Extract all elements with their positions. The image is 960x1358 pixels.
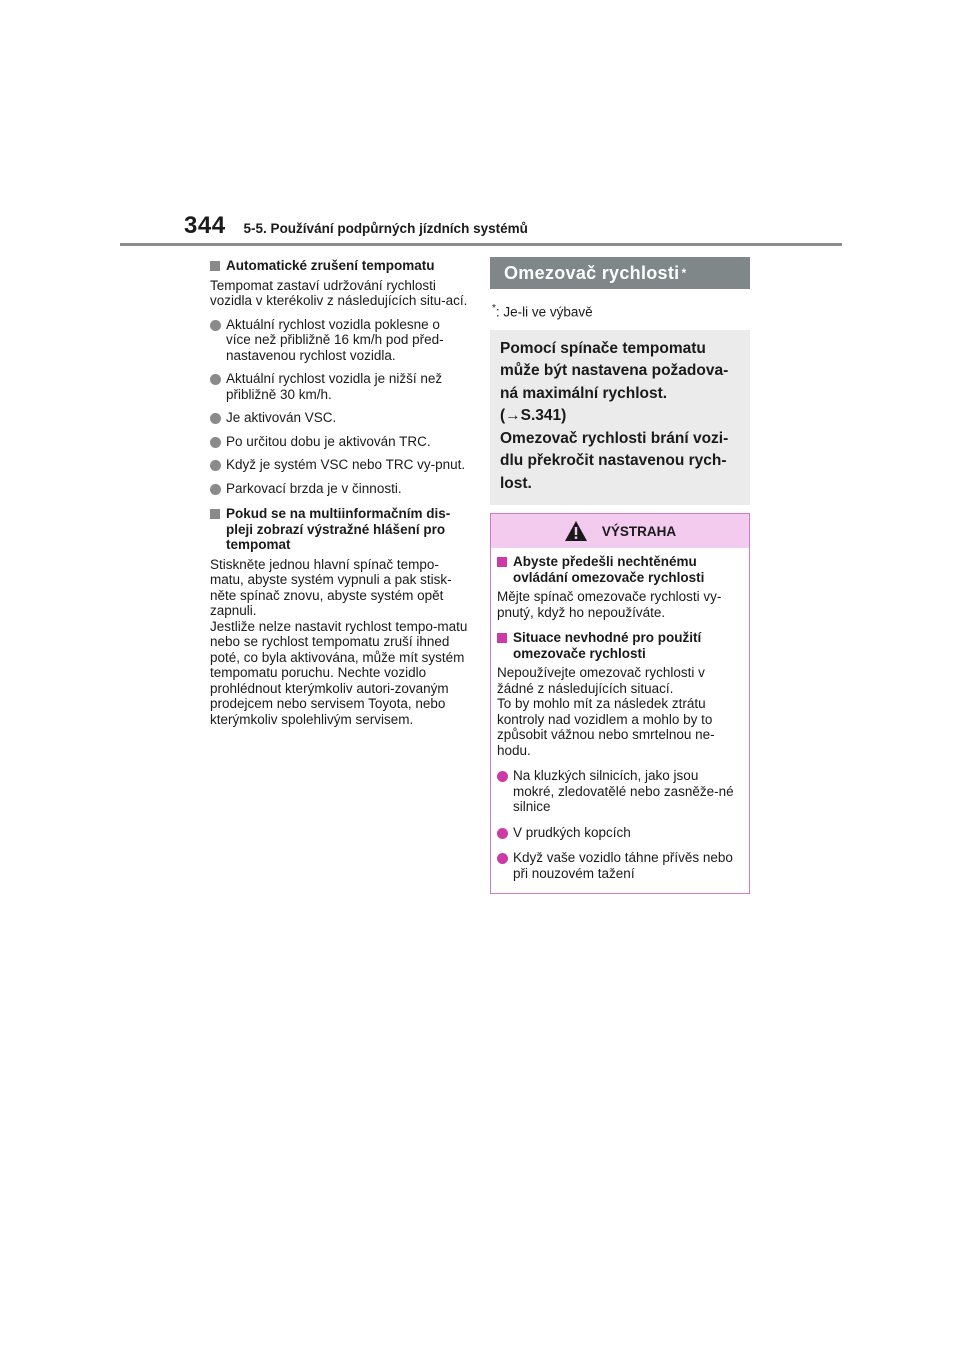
summary-line: lost. [500, 474, 532, 492]
warning-heading-2 [497, 630, 741, 661]
warning-msg-text1: Stiskněte jednou hlavní spínač tempo-matu, abyste systém vypnuli a pak stisk-něte spínač znovu, abyste systém opět zapnuli. [210, 556, 452, 618]
page-header [184, 212, 528, 240]
list-item [210, 371, 468, 402]
list-item-text: Na kluzkých silnicích, jako jsou mokré, zledovatělé nebo zasněže-né silnice [513, 768, 734, 814]
summary-line: může být nastavena požadova- [500, 362, 729, 379]
footnote [492, 303, 750, 320]
square-bullet-icon [497, 557, 507, 567]
list-item-text: V prudkých kopcích [513, 824, 631, 840]
circle-bullet-icon [497, 771, 508, 782]
summary-line: dlu překročit nastavenou rych- [500, 452, 727, 469]
warning-header [491, 514, 749, 548]
warning-msg-text2: Jestliže nelze nastavit rychlost tempo-matu nebo se rychlost tempomatu zruší ihned poté, co byla aktivována, může mít systém tempomatu poruchu. Nechte vozidlo prohlédnout kterýmkoliv autori-zovaným prodejcem nebo servisem Toyota, nebo kterýmkoliv spolehlivým servisem. [210, 618, 468, 727]
circle-bullet-icon [210, 460, 221, 471]
summary-line: Omezovač rychlosti brání vozi- [500, 429, 729, 447]
list-item-text: Když vaše vozidlo táhne přívěs nebo při nouzovém tažení [513, 850, 733, 881]
warning-box [490, 513, 750, 894]
list-item [497, 850, 741, 881]
warning-heading-1 [497, 554, 741, 585]
summary-line: Pomocí spínače tempomatu [500, 339, 706, 357]
title-asterisk: * [681, 266, 687, 280]
warning-label: VÝSTRAHA [601, 523, 677, 539]
circle-bullet-icon [210, 374, 221, 385]
circle-bullet-icon [210, 437, 221, 448]
auto-cancel-heading [210, 258, 468, 274]
circle-bullet-icon [210, 413, 221, 424]
warning-triangle-icon [564, 520, 588, 542]
square-bullet-icon [210, 261, 220, 271]
list-item [497, 825, 741, 841]
summary-line: (→S.341) [500, 407, 567, 424]
header-rule [120, 243, 842, 246]
warning-msg-heading [210, 506, 468, 553]
speed-limiter-title [490, 257, 750, 289]
warning-text-2b: To by mohlo mít za následek ztrátu kontroly nad vozidlem a mohlo by to způsobit vážnou nebo smrtelnou ne-hodu. [497, 696, 715, 758]
warning-text-2a: Nepoužívejte omezovač rychlosti v žádné z následujících situací. [497, 665, 705, 696]
warning-heading-2-text: Situace nevhodné pro použití omezovače rychlosti [513, 630, 702, 661]
list-item [210, 434, 468, 450]
circle-bullet-icon [210, 484, 221, 495]
list-item [210, 481, 468, 497]
auto-cancel-heading-text: Automatické zrušení tempomatu [226, 258, 435, 273]
list-item-text: Aktuální rychlost vozidla poklesne o více než přibližně 16 km/h pod před-nastavenou rychlost vozidla. [226, 316, 444, 363]
list-item-text: Je aktivován VSC. [226, 410, 337, 425]
left-column [210, 258, 468, 727]
list-item [210, 457, 468, 473]
warning-text-1: Mějte spínač omezovače rychlosti vy-pnutý, když ho nepoužíváte. [497, 589, 722, 620]
summary-box [490, 330, 750, 506]
circle-bullet-icon [497, 853, 508, 864]
page-number: 344 [184, 212, 226, 239]
square-bullet-icon [210, 509, 220, 519]
list-item [210, 317, 468, 364]
auto-cancel-intro: Tempomat zastaví udržování rychlosti vozidla v kterékoliv z následujících situ-ací. [210, 277, 468, 308]
summary-line: ná maximální rychlost. [500, 384, 668, 402]
section-title: 5-5. Používání podpůrných jízdních systémů [243, 221, 528, 236]
square-bullet-icon [497, 633, 507, 643]
circle-bullet-icon [210, 320, 221, 331]
circle-bullet-icon [497, 828, 508, 839]
warning-body [491, 548, 749, 893]
list-item-text: Po určitou dobu je aktivován TRC. [226, 433, 431, 449]
list-item-text: Když je systém VSC nebo TRC vy-pnut. [226, 457, 466, 472]
list-item [497, 768, 741, 815]
warning-msg-heading-text: Pokud se na multiinformačním dis-pleji zobrazí výstražné hlášení pro tempomat [226, 506, 451, 552]
right-column [490, 257, 750, 894]
footnote-text: : Je-li ve výbavě [495, 304, 593, 320]
list-item [210, 410, 468, 426]
list-item-text: Parkovací brzda je v činnosti. [226, 480, 402, 496]
warning-heading-1-text: Abyste předešli nechtěnému ovládání omezovače rychlosti [513, 554, 705, 585]
list-item-text: Aktuální rychlost vozidla je nižší než přibližně 30 km/h. [226, 371, 443, 402]
footnote-asterisk: * [492, 303, 496, 314]
speed-limiter-title-text: Omezovač rychlosti [504, 262, 680, 283]
